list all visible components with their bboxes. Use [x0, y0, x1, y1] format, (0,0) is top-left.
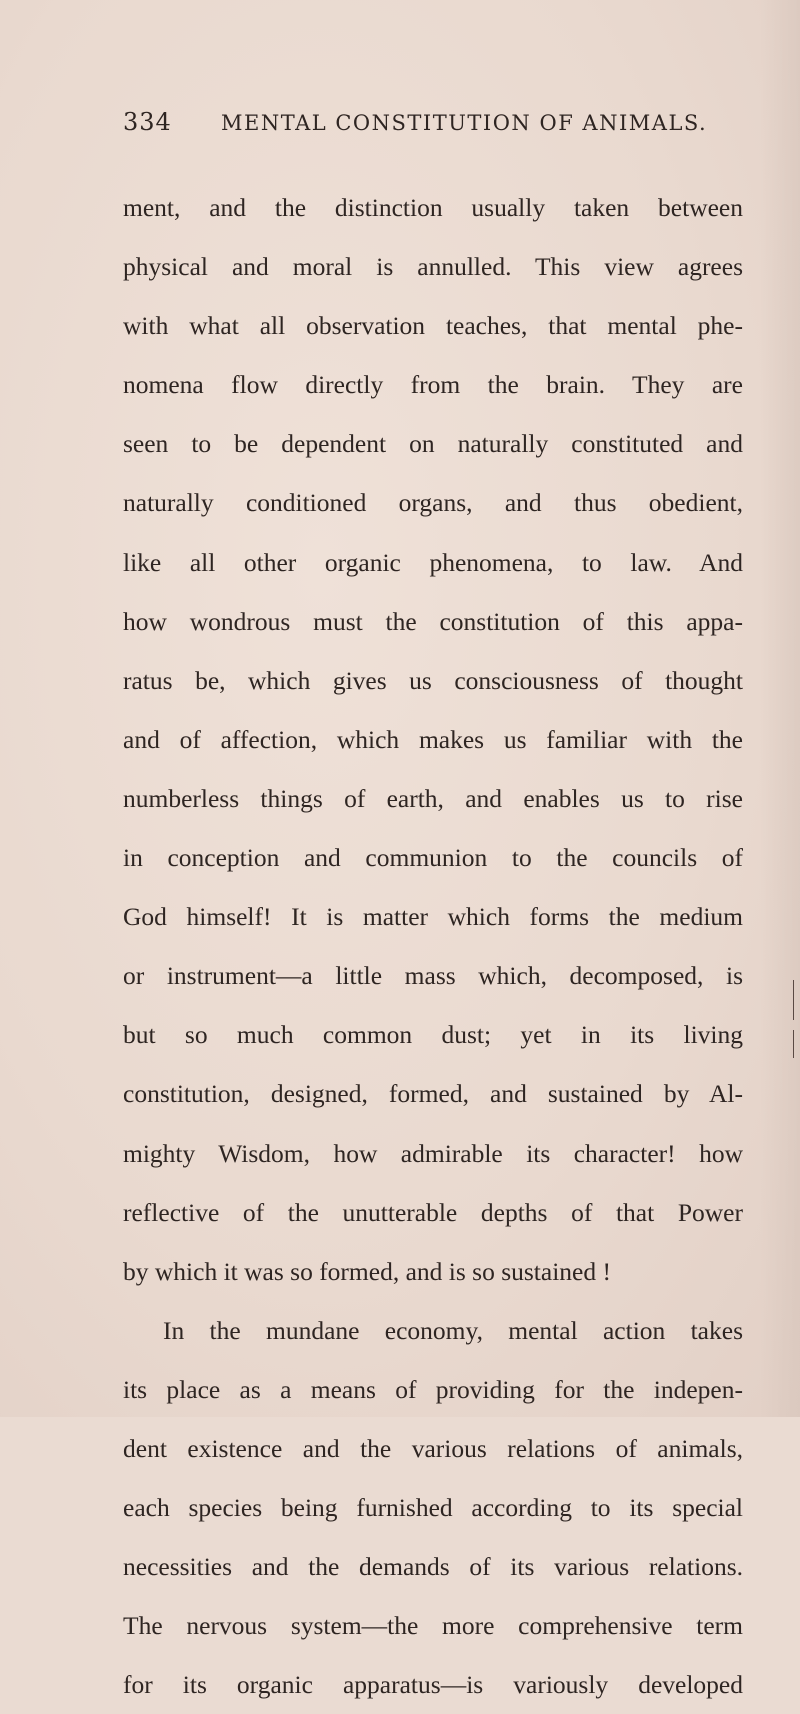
text-line: God himself! It is matter which forms the medium [123, 902, 743, 932]
paragraph-start-line: In the mundane economy, mental action takes [163, 1315, 743, 1345]
text-line: constitution, designed, formed, and sustained by Al- [123, 1079, 743, 1109]
edge-mark [793, 980, 794, 1020]
text-line: in conception and communion to the councils of [123, 843, 743, 873]
text-line: reflective of the unutterable depths of that Power [123, 1197, 743, 1227]
text-line: like all other organic phenomena, to law. And [123, 547, 743, 577]
text-line: seen to be dependent on naturally constituted and [123, 429, 743, 459]
page-number: 334 [123, 108, 172, 136]
paragraph-end-line: by which it was so formed, and is so sustained ! [123, 1256, 611, 1286]
page-edge-shadow [760, 0, 800, 1417]
body-text [123, 178, 743, 1714]
text-line: each species being furnished according to its special [123, 1493, 743, 1523]
text-line: dent existence and the various relations of animals, [123, 1433, 743, 1463]
text-line: physical and moral is annulled. This view agrees [123, 252, 743, 282]
text-line: The nervous system—the more comprehensive term [123, 1611, 743, 1641]
text-line: with what all observation teaches, that mental phe- [123, 311, 743, 341]
text-line: but so much common dust; yet in its living [123, 1020, 743, 1050]
text-line: and of affection, which makes us familiar with the [123, 724, 743, 754]
text-line: its place as a means of providing for the indepen- [123, 1374, 743, 1404]
text-line: naturally conditioned organs, and thus obedient, [123, 488, 743, 518]
text-line: mighty Wisdom, how admirable its character! how [123, 1138, 743, 1168]
edge-mark [793, 1030, 794, 1058]
text-line: necessities and the demands of its various relations. [123, 1552, 743, 1582]
text-line: how wondrous must the constitution of this appa- [123, 606, 743, 636]
text-line: or instrument—a little mass which, decomposed, is [123, 961, 743, 991]
text-line: ratus be, which gives us consciousness of thought [123, 665, 743, 695]
text-line: nomena flow directly from the brain. They are [123, 370, 743, 400]
text-line: ment, and the distinction usually taken between [123, 193, 743, 222]
running-title: MENTAL CONSTITUTION OF ANIMALS. [221, 111, 708, 135]
page-header [123, 108, 743, 148]
text-line: for its organic apparatus—is variously developed [123, 1670, 743, 1700]
text-line: numberless things of earth, and enables us to rise [123, 783, 743, 813]
